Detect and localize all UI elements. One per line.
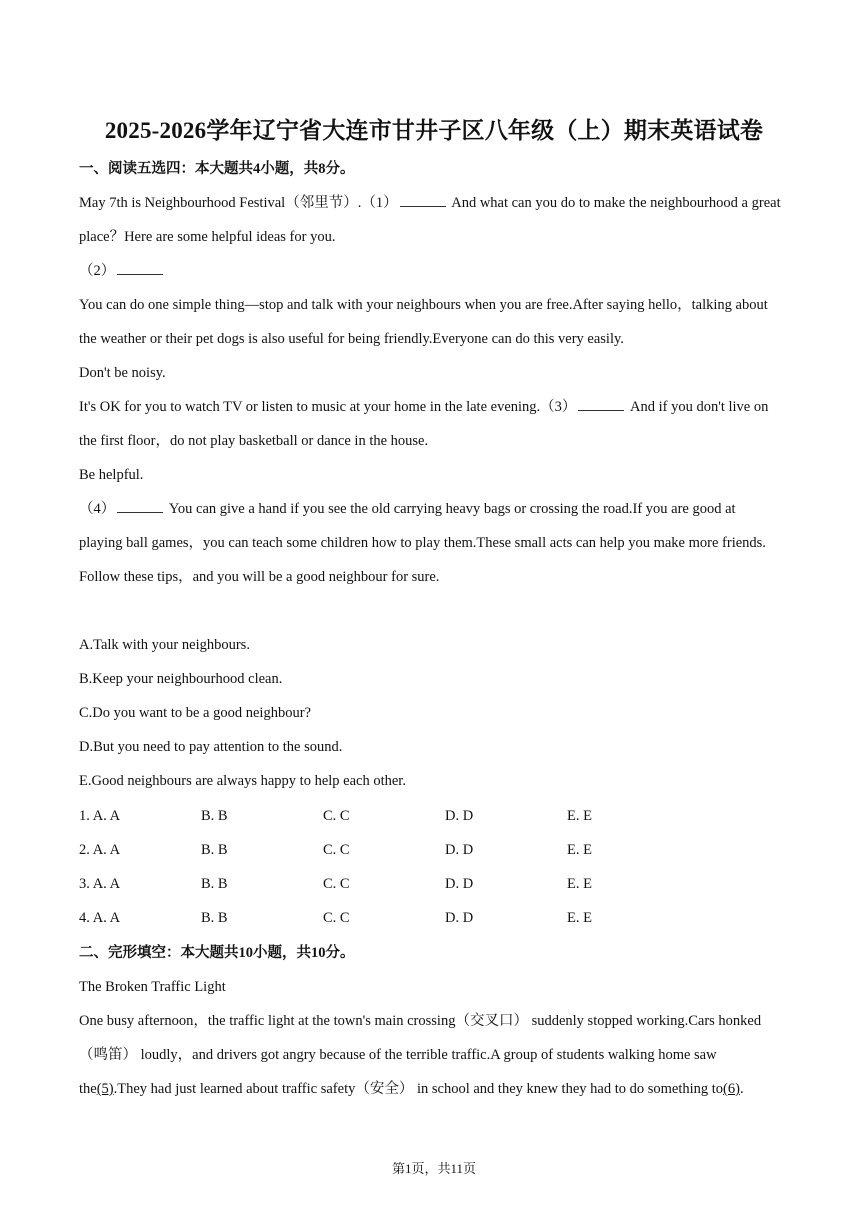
option-c[interactable]: C. C xyxy=(323,876,350,892)
passage-line: playing ball games，you can teach some children how to play them.These small acts can help you make more friends. xyxy=(79,535,766,551)
option-a[interactable]: 3. A. A xyxy=(79,876,121,892)
text-span: And what can you do to make the neighbourhood a great xyxy=(447,195,781,211)
passage-line: Be helpful. xyxy=(79,467,144,483)
option-d[interactable]: D. D xyxy=(445,842,474,858)
text-span: （2） xyxy=(79,263,116,279)
option-c[interactable]: C. C xyxy=(323,808,350,824)
page-footer: 第1页，共11页 xyxy=(391,1161,477,1176)
option-e[interactable]: E. E xyxy=(567,910,592,926)
text-span: （4） xyxy=(79,501,116,517)
text-span: .They had just learned about traffic safety（安全） in school and they knew they had to do something to xyxy=(113,1081,724,1097)
option-b[interactable]: B. B xyxy=(201,876,228,892)
option-e[interactable]: E. E xyxy=(567,842,592,858)
passage-line xyxy=(79,261,165,281)
passage-line: place？Here are some helpful ideas for you. xyxy=(79,229,336,245)
choice-item: A.Talk with your neighbours. xyxy=(79,637,250,653)
answer-blank xyxy=(117,262,163,275)
text-span: It's OK for you to watch TV or listen to music at your home in the late evening.（3） xyxy=(79,399,577,415)
option-c[interactable]: C. C xyxy=(323,842,350,858)
option-d[interactable]: D. D xyxy=(445,808,474,824)
passage-line: You can do one simple thing—stop and talk with your neighbours when you are free.After saying hello，talking about xyxy=(79,297,768,313)
choice-item: E.Good neighbours are always happy to help each other. xyxy=(79,773,406,789)
answer-blank xyxy=(578,398,624,411)
option-e[interactable]: E. E xyxy=(567,808,592,824)
option-b[interactable]: B. B xyxy=(201,808,228,824)
passage-line xyxy=(79,397,768,417)
passage-line: the first floor，do not play basketball or dance in the house. xyxy=(79,433,429,449)
answer-blank xyxy=(117,500,163,513)
text-span: the xyxy=(79,1081,97,1097)
passage-line xyxy=(79,193,781,213)
blank-marker: (5) xyxy=(96,1081,114,1097)
passage-line xyxy=(79,1079,744,1099)
option-b[interactable]: B. B xyxy=(201,910,228,926)
choice-item: C.Do you want to be a good neighbour? xyxy=(79,705,311,721)
passage-title: The Broken Traffic Light xyxy=(79,979,226,995)
passage-line: the weather or their pet dogs is also useful for being friendly.Everyone can do this very easily. xyxy=(79,331,624,347)
page-title: 2025-2026学年辽宁省大连市甘井子区八年级（上）期末英语试卷 xyxy=(104,118,764,143)
option-a[interactable]: 2. A. A xyxy=(79,842,121,858)
passage-line: Follow these tips，and you will be a good neighbour for sure. xyxy=(79,569,440,585)
passage-line xyxy=(79,499,736,519)
option-b[interactable]: B. B xyxy=(201,842,228,858)
text-span: You can give a hand if you see the old carrying heavy bags or crossing the road.If you are good at xyxy=(165,501,736,517)
passage-line: Don't be noisy. xyxy=(79,365,166,381)
section2-heading: 二、完形填空：本大题共10小题，共10分。 xyxy=(79,945,355,961)
option-a[interactable]: 1. A. A xyxy=(79,808,121,824)
option-e[interactable]: E. E xyxy=(567,876,592,892)
option-d[interactable]: D. D xyxy=(445,910,474,926)
answer-blank xyxy=(400,194,446,207)
text-span: May 7th is Neighbourhood Festival（邻里节）.（1） xyxy=(79,195,398,211)
passage-line: （鸣笛） loudly，and drivers got angry because of the terrible traffic.A group of students walking home saw xyxy=(79,1047,717,1063)
text-span: . xyxy=(739,1081,744,1097)
section1-heading: 一、阅读五选四：本大题共4小题，共8分。 xyxy=(79,161,355,177)
option-c[interactable]: C. C xyxy=(323,910,350,926)
passage-line: One busy afternoon，the traffic light at the town's main crossing（交叉口） suddenly stopped working.Cars honked xyxy=(79,1013,762,1029)
choice-item: B.Keep your neighbourhood clean. xyxy=(79,671,283,687)
option-a[interactable]: 4. A. A xyxy=(79,910,121,926)
option-d[interactable]: D. D xyxy=(445,876,474,892)
choice-item: D.But you need to pay attention to the sound. xyxy=(79,739,343,755)
text-span: And if you don't live on xyxy=(626,399,769,415)
blank-marker: (6) xyxy=(723,1081,740,1097)
